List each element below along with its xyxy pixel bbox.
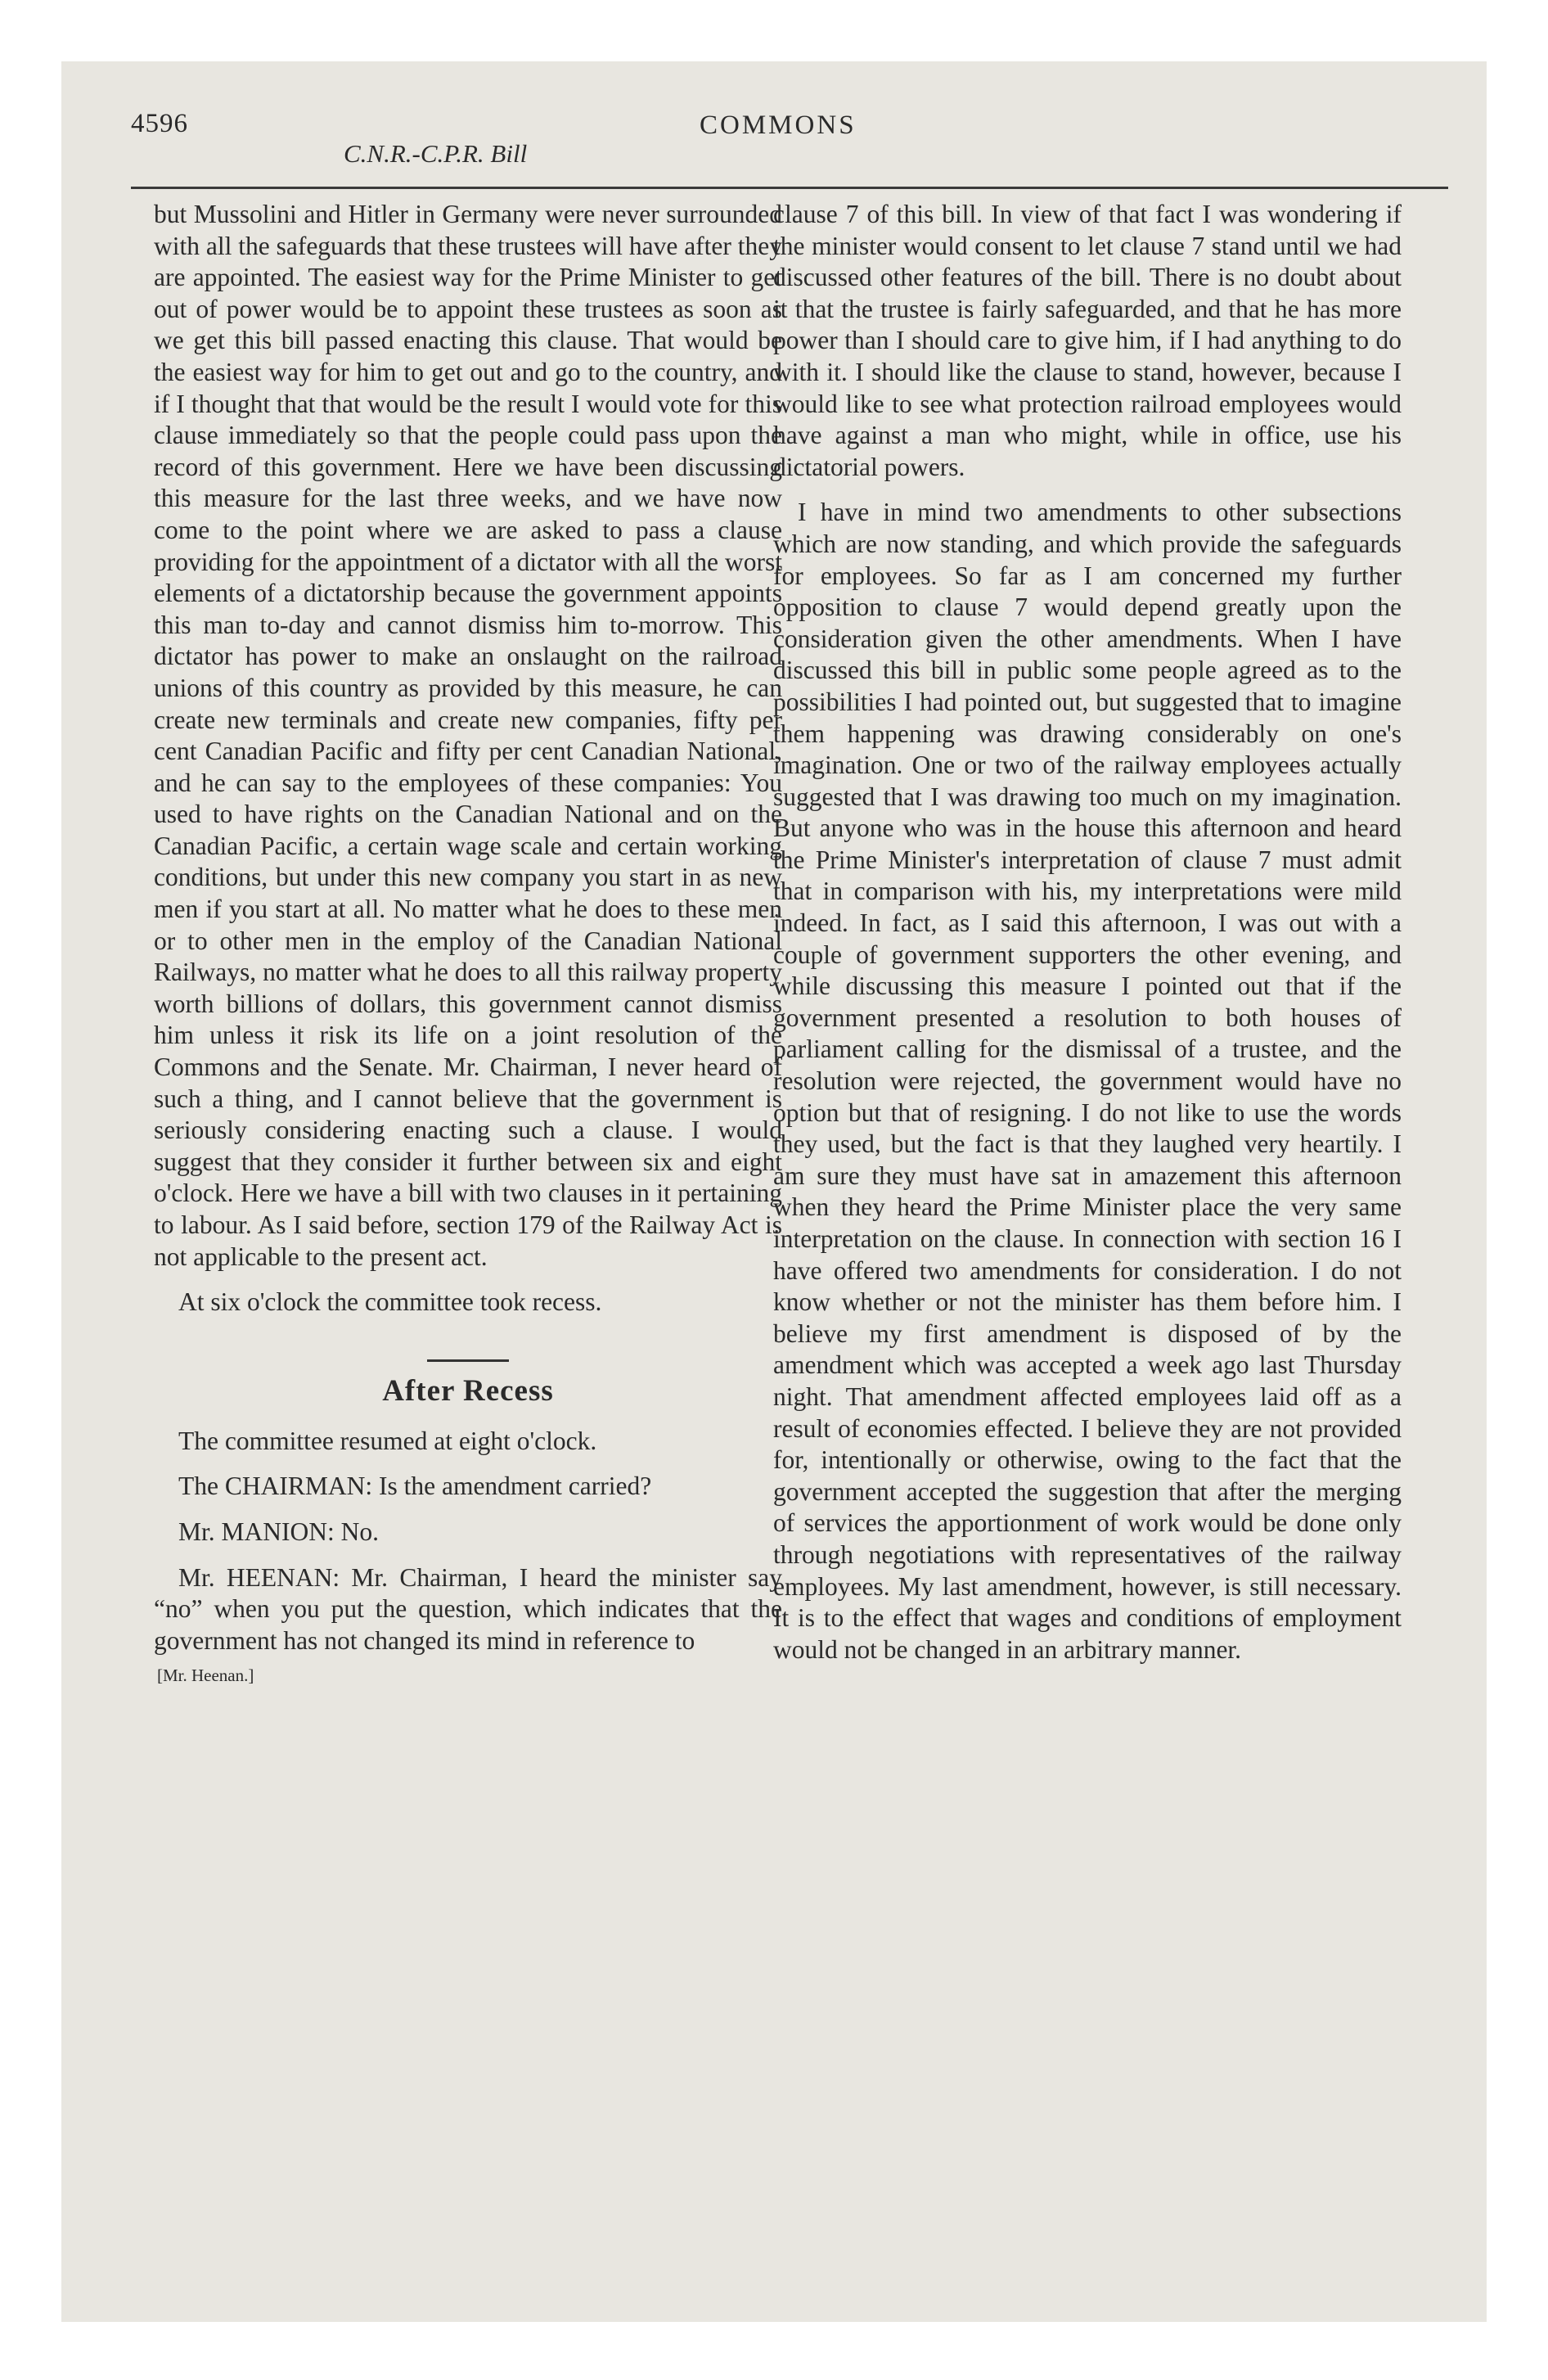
header-rule xyxy=(131,187,1448,189)
left-paragraph-1: but Mussolini and Hitler in Germany were never surrounded with all the safeguards that these trustees will have after they are appointed. The easiest way for the Prime Minister to get out of power would be to appoint these trustees as soon as we get this bill passed enacting this clause. That would be the easiest way for him to get out and go to the country, and if I thought that that would be the result I would vote for this clause immediately so that the people could pass upon the record of this government. Here we have been discussing this measure for the last three weeks, and we have now come to the point where we are asked to pass a clause providing for the appointment of a dictator with all the worst elements of a dictatorship because the government appoints this man to-day and cannot dismiss him to-morrow. This dictator has power to make an onslaught on the railroad unions of this country as provided by this measure, he can create new terminals and create new companies, fifty per cent Canadian Pacific and fifty per cent Canadian National, and he can say to the employees of these companies: You used to have rights on the Canadian National and on the Canadian Pacific, a certain wage scale and certain working conditions, but under this new company you start in as new men if you start at all. No matter what he does to these men or to other men in the employ of the Canadian National Railways, no matter what he does to all this railway property worth billions of dollars, this government cannot dismiss him unless it risk its life on a joint resolution of the Commons and the Senate. Mr. Chairman, I never heard of such a thing, and I cannot believe that the government is seriously considering enacting such a clause. I would suggest that they consider it further between six and eight o'clock. Here we have a bill with two clauses in it pertaining to labour. As I said before, section 179 of the Railway Act is not applicable to the present act. xyxy=(154,200,782,1271)
running-head: C.N.R.-C.P.R. Bill xyxy=(344,139,528,168)
hansard-page xyxy=(61,61,1487,2322)
resumed-line: The committee resumed at eight o'clock. xyxy=(178,1426,597,1455)
right-column xyxy=(773,199,1402,1666)
page-number: 4596 xyxy=(131,109,188,138)
section-divider xyxy=(427,1359,509,1362)
speaker-footnote: [Mr. Heenan.] xyxy=(157,1666,254,1686)
manion-line: Mr. MANION: No. xyxy=(178,1517,380,1546)
left-column xyxy=(154,199,782,1686)
section-heading: After Recess xyxy=(382,1373,554,1408)
page-header xyxy=(61,61,1487,192)
recess-line: At six o'clock the committee took recess. xyxy=(178,1287,602,1317)
chairman-line: The CHAIRMAN: Is the amendment carried? xyxy=(178,1472,652,1501)
right-paragraph-2: I have in mind two amendments to other subsections which are now standing, and which provide the safeguards for employees. So far as I am concerned my further opposition to clause 7 would depend greatly upon the consideration given the other amendments. When I have discussed this bill in public some people agreed as to the possibilities I had pointed out, but suggested that to imagine them happening was drawing considerably on one's imagination. One or two of the railway employees actually suggested that I was drawing too much on my imagination. But anyone who was in the house this afternoon and heard the Prime Minister's interpretation of clause 7 must admit that in comparison with his, my interpretations were mild indeed. In fact, as I said this afternoon, I was out with a couple of government supporters the other evening, and while discussing this measure I pointed out that if the government presented a resolution to both houses of parliament calling for the dismissal of a trustee, and the resolution were rejected, the government would have no option but that of resigning. I do not like to use the words they used, but the fact is that they laughed very heartily. I am sure they must have sat in amazement this afternoon when they heard the Prime Minister place the very same interpretation on the clause. In connection with section 16 I have offered two amendments for consideration. I do not know whether or not the minister has them before him. I believe my first amendment is disposed of by the amendment which was accepted a week ago last Thursday night. That amendment affected employees laid off as a result of economies effected. I believe they are not provided for, intentionally or otherwise, owing to the fact that the government accepted the suggestion that after the merging of services the apportionment of work would be done only through negotiations with representatives of the railway employees. My last amendment, however, is still necessary. It is to the effect that wages and conditions of employment would not be changed in an arbitrary manner. xyxy=(773,498,1402,1664)
right-paragraph-1: clause 7 of this bill. In view of that fact I was wondering if the minister would consent to let clause 7 stand until we had discussed other features of the bill. There is no doubt about it that the trustee is fairly safeguarded, and that he has more power than I should care to give him, if I had anything to do with it. I should like the clause to stand, however, because I would like to see what protection railroad employees would have against a man who might, while in office, use his dictatorial powers. xyxy=(773,200,1402,481)
heenan-line: Mr. HEENAN: Mr. Chairman, I heard the minister say “no” when you put the question, which indicates that the government has not changed its mind in reference to xyxy=(154,1562,782,1655)
journal-title: COMMONS xyxy=(700,110,857,140)
